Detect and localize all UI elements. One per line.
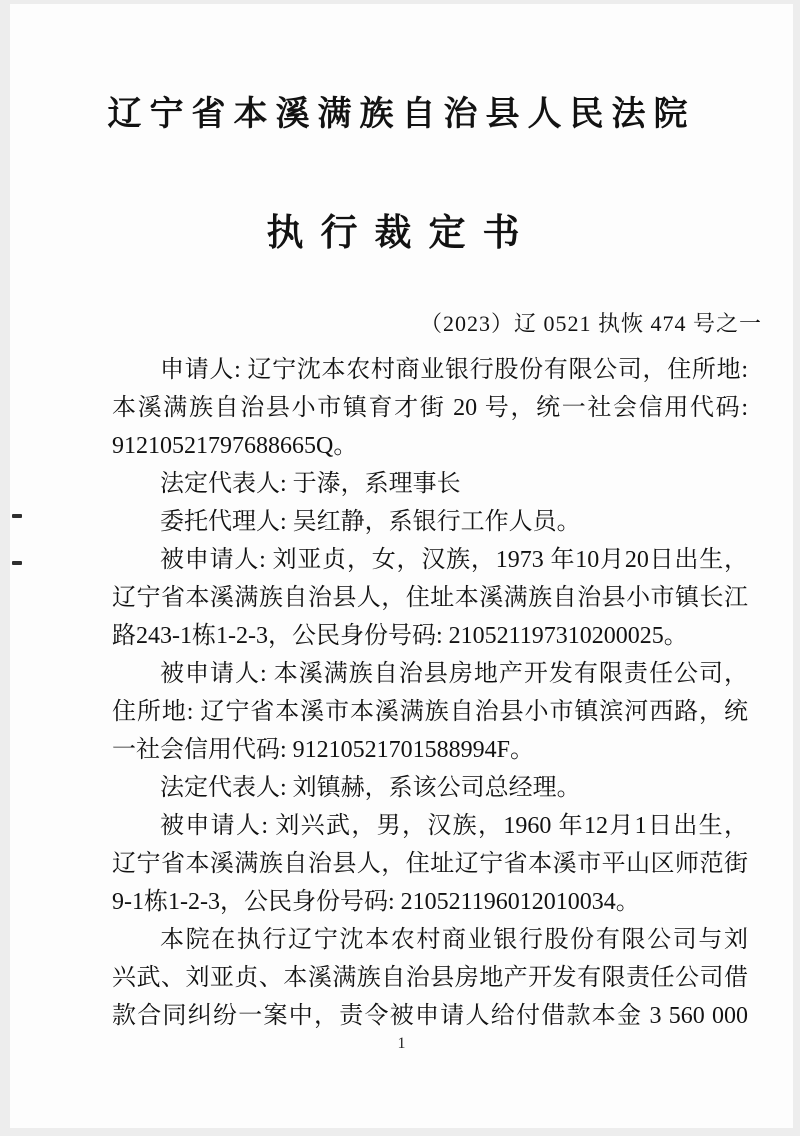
document-line: 本院在执行辽宁沈本农村商业银行股份有限公司与刘 xyxy=(160,927,748,953)
document-line: 91210521797688665Q。 xyxy=(112,433,358,459)
scan-artifact xyxy=(12,561,22,565)
document-line: 路243-1栋1-2-3，公民身份号码: 210521197310200025。 xyxy=(112,623,688,649)
document-line: 兴武、刘亚贞、本溪满族自治县房地产开发有限责任公司借 xyxy=(112,965,748,991)
document-line: 辽宁省本溪满族自治县人，住址辽宁省本溪市平山区师范街 xyxy=(112,851,748,877)
scan-artifact xyxy=(12,514,22,518)
case-number: （2023）辽 0521 执恢 474 号之一 xyxy=(419,311,762,336)
document-line: 法定代表人: 刘镇赫，系该公司总经理。 xyxy=(160,775,581,801)
document-line: 委托代理人: 吴红静，系银行工作人员。 xyxy=(160,509,581,535)
document-line: 申请人: 辽宁沈本农村商业银行股份有限公司，住所地: xyxy=(160,357,748,383)
document-title: 执行裁定书 xyxy=(266,213,537,254)
document-line: 住所地: 辽宁省本溪市本溪满族自治县小市镇滨河西路，统 xyxy=(112,699,748,725)
document-line: 被申请人: 刘亚贞，女，汉族，1973 年10月20日出生， xyxy=(160,547,748,573)
document-page xyxy=(10,4,793,1128)
document-line: 法定代表人: 于溙，系理事长 xyxy=(160,471,461,497)
document-line: 辽宁省本溪满族自治县人，住址本溪满族自治县小市镇长江 xyxy=(112,585,748,611)
document-line: 款合同纠纷一案中，责令被申请人给付借款本金 3 560 000 xyxy=(112,1003,748,1029)
document-line: 被申请人: 刘兴武，男，汉族，1960 年12月1日出生， xyxy=(160,813,748,839)
document-line: 一社会信用代码: 91210521701588994F。 xyxy=(112,737,535,763)
document-line: 9-1栋1-2-3，公民身份号码: 210521196012010034。 xyxy=(112,889,640,915)
court-name-heading: 辽宁省本溪满族自治县人民法院 xyxy=(107,96,696,133)
page-number: 1 xyxy=(397,1035,406,1052)
document-line: 被申请人: 本溪满族自治县房地产开发有限责任公司， xyxy=(160,661,748,687)
document-body xyxy=(112,351,748,1035)
document-line: 本溪满族自治县小市镇育才街 20 号，统一社会信用代码: xyxy=(112,395,748,421)
